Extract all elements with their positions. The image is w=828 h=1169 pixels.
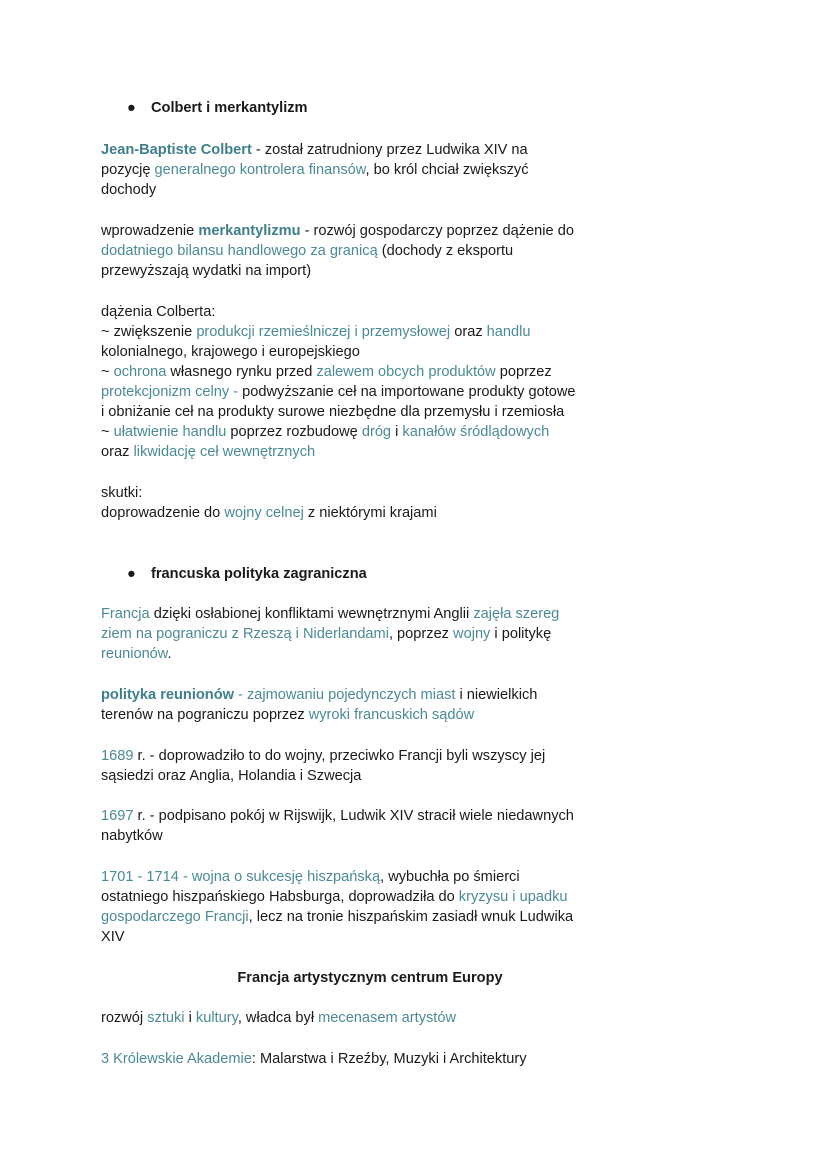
section-heading-colbert: ● Colbert i merkantylizm bbox=[127, 100, 308, 116]
paragraph-line: 1697 r. - podpisano pokój w Rijswijk, Ludwik XIV stracił wiele niedawnych bbox=[101, 808, 574, 824]
paragraph-line: polityka reunionów - zajmowaniu pojedynczych miast i niewielkich bbox=[101, 687, 538, 703]
paragraph-line: wprowadzenie merkantylizmu - rozwój gospodarczy poprzez dążenie do bbox=[101, 223, 574, 239]
paragraph-line: gospodarczego Francji, lecz na tronie hiszpańskim zasiadł wnuk Ludwika bbox=[101, 909, 574, 925]
paragraph-line: pozycję generalnego kontrolera finansów, bo król chciał zwiększyć bbox=[101, 162, 529, 178]
bullet-icon: ● bbox=[127, 566, 136, 582]
paragraph-line: terenów na pograniczu poprzez wyroki francuskich sądów bbox=[101, 707, 475, 723]
paragraph-line: rozwój sztuki i kultury, władca był mecenasem artystów bbox=[101, 1010, 457, 1026]
paragraph-line: ~ ochrona własnego rynku przed zalewem obcych produktów poprzez bbox=[101, 364, 552, 380]
paragraph-line: oraz likwidację ceł wewnętrznych bbox=[101, 444, 316, 460]
paragraph-line: doprowadzenie do wojny celnej z niektórymi krajami bbox=[101, 505, 437, 521]
paragraph-line: reunionów. bbox=[101, 646, 172, 662]
paragraph-line: dodatniego bilansu handlowego za granicą (dochody z eksportu bbox=[101, 243, 514, 259]
paragraph-line: XIV bbox=[101, 929, 125, 945]
section-heading-foreign-policy: ● francuska polityka zagraniczna bbox=[127, 566, 367, 582]
paragraph-line: kolonialnego, krajowego i europejskiego bbox=[101, 344, 360, 360]
paragraph-line: i obniżanie ceł na produkty surowe niezbędne dla przemysłu i rzemiosła bbox=[101, 404, 565, 420]
paragraph-line: Francja dzięki osłabionej konfliktami wewnętrznymi Anglii zajęła szereg bbox=[101, 606, 560, 622]
paragraph-line: nabytków bbox=[101, 828, 163, 844]
paragraph-line: ziem na pograniczu z Rzeszą i Niderlandami, poprzez wojny i politykę bbox=[101, 626, 552, 642]
paragraph-line: przewyższają wydatki na import) bbox=[101, 263, 312, 279]
paragraph-line: ~ zwiększenie produkcji rzemieślniczej i przemysłowej oraz handlu bbox=[101, 324, 531, 340]
paragraph-line: ~ ułatwienie handlu poprzez rozbudowę dróg i kanałów śródlądowych bbox=[101, 424, 550, 440]
paragraph-line: 3 Królewskie Akademie: Malarstwa i Rzeźby, Muzyki i Architektury bbox=[101, 1051, 527, 1067]
paragraph-line: dążenia Colberta: bbox=[101, 304, 216, 320]
paragraph-line: dochody bbox=[101, 182, 157, 198]
paragraph-line: Jean-Baptiste Colbert - został zatrudniony przez Ludwika XIV na bbox=[101, 142, 528, 158]
paragraph-line: 1689 r. - doprowadziło to do wojny, przeciwko Francji byli wszyscy jej bbox=[101, 748, 546, 764]
paragraph-line: ostatniego hiszpańskiego Habsburga, doprowadziła do kryzysu i upadku bbox=[101, 889, 568, 905]
paragraph-line: skutki: bbox=[101, 485, 143, 501]
paragraph-line: sąsiedzi oraz Anglia, Holandia i Szwecja bbox=[101, 768, 362, 784]
bullet-icon: ● bbox=[127, 100, 136, 116]
paragraph-line: protekcjonizm celny - podwyższanie ceł na importowane produkty gotowe bbox=[101, 384, 576, 400]
paragraph-line: 1701 - 1714 - wojna o sukcesję hiszpańską, wybuchła po śmierci bbox=[101, 869, 520, 885]
section-heading-art-centre: Francja artystycznym centrum Europy bbox=[237, 970, 503, 986]
